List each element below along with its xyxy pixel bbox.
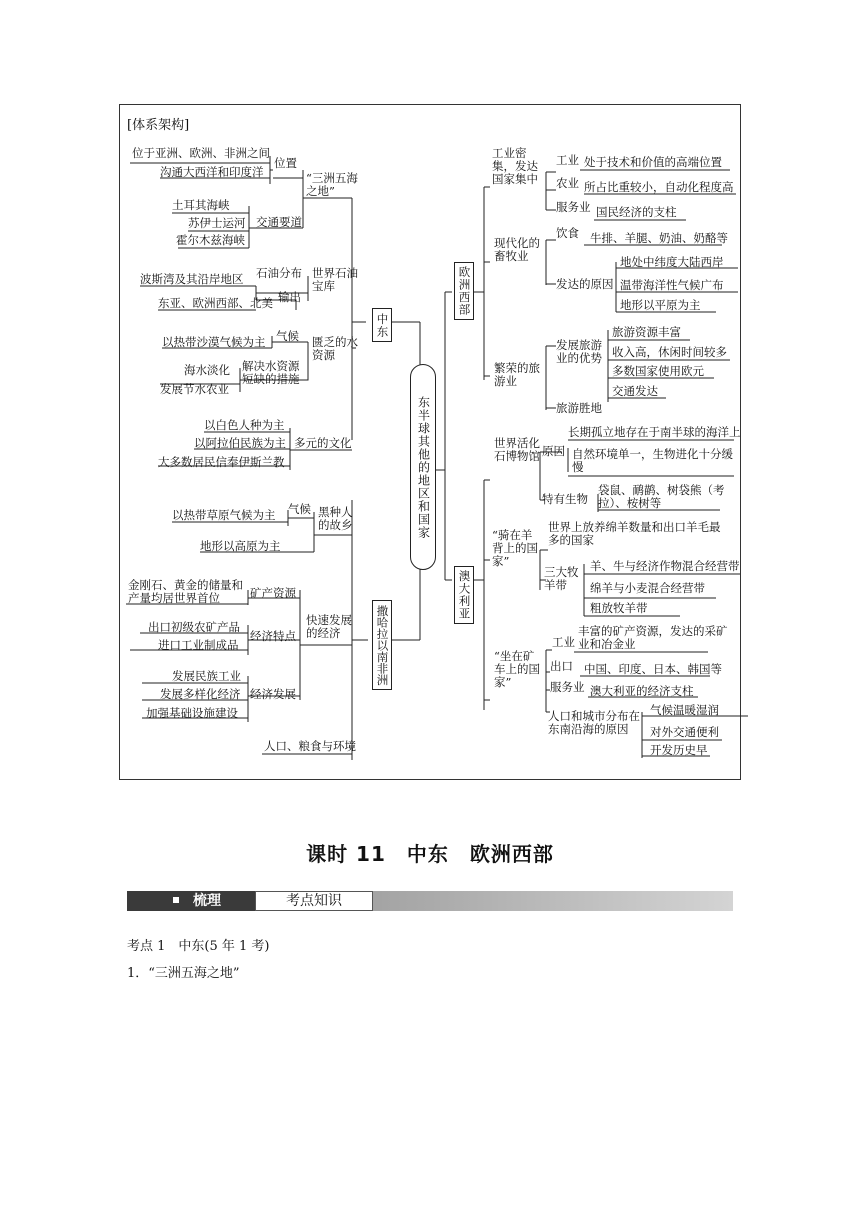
center-node: 东半球其他的地区和国家 [410,364,436,570]
text: “坐在矿车上的国家” [494,649,540,689]
text: 工业 [556,153,579,167]
text: 矿产资源 [250,586,296,600]
section-banner [127,891,733,911]
text: 解决水资源短缺的措施 [242,359,300,386]
text: 绵羊与小麦混合经营带 [590,581,705,595]
text: 羊、牛与经济作物混合经营带 [590,559,740,573]
text: 金刚石、黄金的储量和产量均居世界首位 [128,578,243,605]
text: 土耳其海峡 [172,198,230,212]
text: “骑在羊背上的国家” [492,528,538,568]
node-middle-east: 中东 [372,308,392,342]
text: 服务业 [550,680,585,694]
text: 气候 [288,502,311,516]
text: 输出 [278,290,301,304]
text: 发达的原因 [556,277,614,291]
text: 世界上放养绵羊数量和出口羊毛最多的国家 [548,520,721,547]
text: 多元的文化 [294,436,352,450]
text: 出口初级农矿产品 [148,620,240,634]
text: 收入高，休闲时间较多 [612,345,727,359]
text: 处于技术和价值的高端位置 [584,155,722,169]
square-bullet-icon [173,897,179,903]
text: 开发历史早 [650,743,708,757]
text: 所占比重较小，自动化程度高 [584,180,734,194]
text: 旅游胜地 [556,401,602,415]
text: 气候 [276,329,299,343]
text: 地处中纬度大陆西岸 [620,255,724,269]
text: 丰富的矿产资源，发达的采矿业和冶金业 [578,624,728,651]
text: 黑种人的故乡 [318,505,353,532]
exam-point-heading: 考点 1 中东(5 年 1 考) [127,939,270,954]
text: 位于亚洲、欧洲、非洲之间 [132,146,270,160]
text: 气候温暖湿润 [650,703,719,717]
text: 经济特点 [250,629,296,643]
text: 特有生物 [542,492,588,506]
text: 霍尔木兹海峡 [176,233,245,247]
section-tab-organize: 梳理 [127,891,255,911]
section-tab-knowledge: 考点知识 [255,891,373,911]
text: 三大牧羊带 [544,565,579,592]
text: 对外交通便利 [650,725,719,739]
text: 粗放牧羊带 [590,601,648,615]
node-subsahara: 撒哈拉以南非洲 [372,600,392,690]
text: 以热带草原气候为主 [172,508,276,522]
text: 旅游资源丰富 [612,325,681,339]
text: 温带海洋性气候广布 [620,278,724,292]
text: 发展旅游业的优势 [556,338,602,365]
lesson-title: 课时 11 中东 欧洲西部 [306,842,554,866]
text: 东亚、欧洲西部、北美 [158,296,273,310]
text: 工业密集，发达国家集中 [492,146,538,186]
text: 现代化的畜牧业 [494,236,540,263]
text: 牛排、羊腿、奶油、奶酪等 [590,231,728,245]
text: 发展多样化经济 [160,687,241,701]
text: 世界活化石博物馆 [494,436,540,463]
text: 波斯湾及其沿岸地区 [140,272,244,286]
text: 快速发展的经济 [306,613,352,640]
text: 原因 [542,444,565,458]
text: 大多数居民信奉伊斯兰教 [158,455,285,469]
node-western-europe: 欧洲西部 [454,262,474,320]
text: 发展民族工业 [172,669,241,683]
text: 以阿拉伯民族为主 [194,436,286,450]
text: 海水淡化 [184,363,230,377]
text: 匮乏的水资源 [312,335,358,362]
text: 世界石油宝库 [312,266,358,293]
text: 以白色人种为主 [204,418,285,432]
text: 发展节水农业 [160,382,229,396]
text: 自然环境单一，生物进化十分缓慢 [572,447,733,474]
text: 长期孤立地存在于南半球的海洋上 [568,425,741,439]
text: 袋鼠、鸸鹋、树袋熊（考拉）、桉树等 [598,483,725,510]
text: 以热带沙漠气候为主 [162,335,266,349]
node-australia: 澳大利亚 [454,566,474,624]
text: 石油分布 [256,266,302,280]
text: 繁荣的旅游业 [494,361,540,388]
text: “三洲五海之地” [306,171,358,198]
item-heading: 1．“三洲五海之地” [127,966,240,981]
text: 人口和城市分布在东南沿海的原因 [548,709,640,736]
text: 经济发展 [250,687,296,701]
text: 地形以高原为主 [200,539,281,553]
text: 交通要道 [256,215,302,229]
text: 多数国家使用欧元 [612,364,704,378]
text: 进口工业制成品 [158,638,239,652]
text: 出口 [550,659,573,673]
text: 工业 [552,635,575,649]
text: 苏伊士运河 [188,216,246,230]
text: 国民经济的支柱 [596,205,677,219]
text: 加强基础设施建设 [146,706,238,720]
text: 农业 [556,176,579,190]
text: 服务业 [556,200,591,214]
text: 交通发达 [612,384,658,398]
text: 人口、粮食与环境 [264,739,356,753]
text: 饮食 [556,226,579,240]
text: 中国、印度、日本、韩国等 [584,662,722,676]
text: 澳大利亚的经济支柱 [590,684,694,698]
text: 沟通大西洋和印度洋 [160,165,264,179]
framework-header: [体系架构] [127,118,190,133]
text: 位置 [274,156,297,170]
text: 地形以平原为主 [620,298,701,312]
